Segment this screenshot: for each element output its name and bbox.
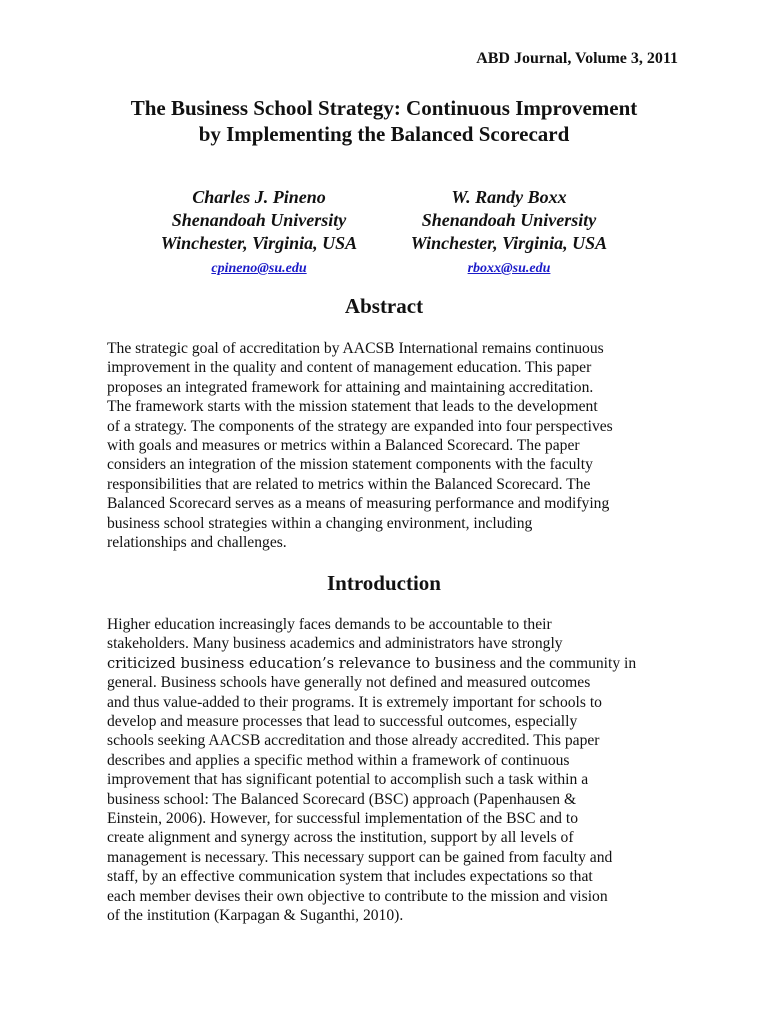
paper-title bbox=[0, 95, 768, 147]
journal-header: ABD Journal, Volume 3, 2011 bbox=[476, 50, 678, 67]
text-line: business school: The Balanced Scorecard (BSC) approach (Papenhausen & bbox=[107, 790, 577, 808]
text-line: describes and applies a specific method within a framework of continuous bbox=[107, 751, 570, 769]
text-line: general. Business schools have generally not defined and measured outcomes bbox=[107, 674, 591, 692]
author-block bbox=[134, 186, 384, 280]
text-line: proposes an integrated framework for attaining and maintaining accreditation. bbox=[107, 378, 594, 396]
text-line: and thus value-added to their programs. It is extremely important for schools to bbox=[107, 693, 602, 711]
author-affiliation: Shenandoah University bbox=[171, 210, 347, 230]
text-line: The strategic goal of accreditation by AACSB International remains continuous bbox=[107, 340, 604, 357]
text-line: management is necessary. This necessary support can be gained from faculty and bbox=[107, 848, 613, 866]
text-line: each member devises their own objective to contribute to the mission and vision bbox=[107, 887, 608, 905]
author-name: W. Randy Boxx bbox=[451, 187, 567, 207]
text-line bbox=[107, 654, 687, 673]
text-fragment: ss and the community in bbox=[483, 654, 637, 672]
introduction-paragraph bbox=[107, 615, 687, 926]
text-line: Higher education increasingly faces demands to be accountable to their bbox=[107, 616, 552, 633]
title-line: by Implementing the Balanced Scorecard bbox=[198, 122, 570, 146]
text-line: The framework starts with the mission statement that leads to the development bbox=[107, 398, 598, 416]
text-line: considers an integration of the mission statement components with the faculty bbox=[107, 456, 593, 474]
title-line: The Business School Strategy: Continuous Improvement bbox=[130, 96, 638, 120]
text-line: of the institution (Karpagan & Suganthi, 2010). bbox=[107, 907, 404, 925]
author-name: Charles J. Pineno bbox=[192, 187, 326, 207]
text-line: staff, by an effective communication system that includes expectations so that bbox=[107, 868, 593, 886]
introduction-heading: Introduction bbox=[327, 571, 441, 595]
author-email-link[interactable]: cpineno@su.edu bbox=[211, 261, 307, 276]
text-line: stakeholders. Many business academics and administrators have strongly bbox=[107, 635, 563, 653]
text-line: Balanced Scorecard serves as a means of measuring performance and modifying bbox=[107, 495, 610, 513]
text-line: schools seeking AACSB accreditation and those already accredited. This paper bbox=[107, 732, 600, 750]
abstract-heading: Abstract bbox=[344, 294, 424, 318]
text-line: Einstein, 2006). However, for successful implementation of the BSC and to bbox=[107, 810, 578, 828]
text-line: improvement in the quality and content of management education. This paper bbox=[107, 359, 592, 377]
author-email-link[interactable]: rboxx@su.edu bbox=[467, 261, 551, 276]
text-line: improvement that has significant potential to accomplish such a task within a bbox=[107, 771, 589, 789]
text-fragment: criticized business education’s relevance to busine bbox=[107, 654, 484, 672]
text-line: create alignment and synergy across the institution, support by all levels of bbox=[107, 829, 574, 847]
text-line: with goals and measures or metrics within a Balanced Scorecard. The paper bbox=[107, 437, 580, 455]
text-line: develop and measure processes that lead to successful outcomes, especially bbox=[107, 713, 578, 731]
author-location: Winchester, Virginia, USA bbox=[410, 233, 608, 253]
author-location: Winchester, Virginia, USA bbox=[160, 233, 358, 253]
author-affiliation: Shenandoah University bbox=[421, 210, 597, 230]
text-line: relationships and challenges. bbox=[107, 534, 287, 552]
text-line: of a strategy. The components of the strategy are expanded into four perspectives bbox=[107, 417, 613, 435]
author-block bbox=[384, 186, 634, 280]
text-line: business school strategies within a changing environment, including bbox=[107, 514, 533, 532]
abstract-paragraph bbox=[107, 339, 687, 552]
text-line: responsibilities that are related to metrics within the Balanced Scorecard. The bbox=[107, 475, 591, 493]
